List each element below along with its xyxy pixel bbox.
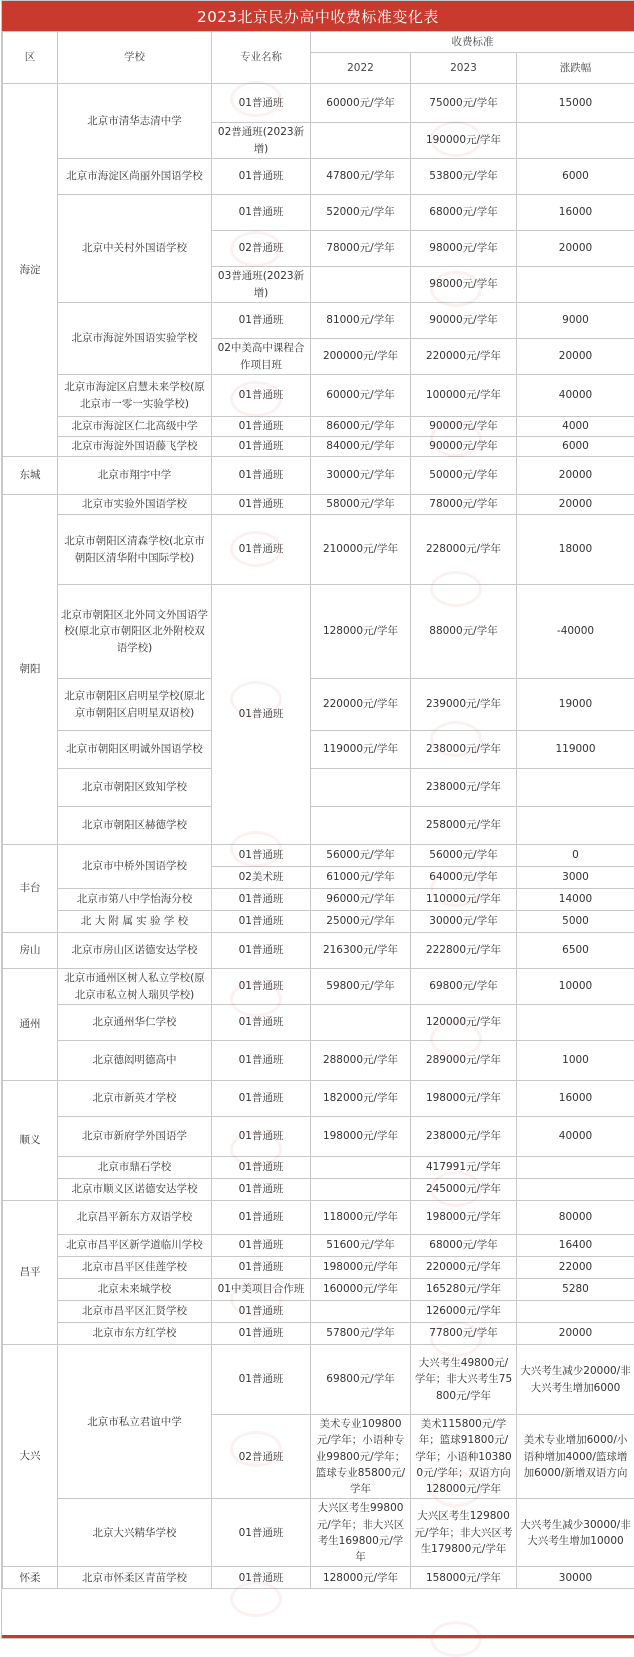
fee-2022-cell: 59800元/学年: [311, 969, 411, 1005]
school-cell: 北京市东方红学校: [58, 1323, 212, 1345]
table-row: [3, 84, 634, 123]
change-cell: 40000: [517, 375, 634, 417]
school-cell: 北京市实验外国语学校: [58, 495, 212, 515]
major-cell: 01普通班: [212, 1235, 311, 1257]
major-cell: 01普通班: [212, 1323, 311, 1345]
major-cell: 03普通班(2023新增): [212, 267, 311, 303]
major-cell: 01普通班: [212, 1117, 311, 1157]
table-row: [3, 303, 634, 339]
fee-2023-cell: 88000元/学年: [411, 585, 517, 679]
major-cell: 01普通班: [212, 1345, 311, 1415]
school-cell: 北京市昌平区汇贤学校: [58, 1301, 212, 1323]
change-cell: 20000: [517, 457, 634, 495]
watermark-decoration: [430, 1621, 482, 1657]
fee-2023-cell: 417991元/学年: [411, 1157, 517, 1179]
fee-2023-cell: 68000元/学年: [411, 1235, 517, 1257]
table-row: [3, 1005, 634, 1041]
table-row: [3, 1179, 634, 1201]
major-cell: 01普通班: [212, 889, 311, 911]
school-cell: 北京市昌平区佳莲学校: [58, 1257, 212, 1279]
major-cell: 01普通班: [212, 1041, 311, 1081]
table-title: 2023北京民办高中收费标准变化表: [2, 1, 634, 31]
school-cell: 北京通州华仁学校: [58, 1005, 212, 1041]
fee-2023-cell: 238000元/学年: [411, 769, 517, 807]
change-cell: 3000: [517, 867, 634, 889]
change-cell: [517, 1179, 634, 1201]
fee-2022-cell: 198000元/学年: [311, 1117, 411, 1157]
fee-2022-cell: 216300元/学年: [311, 933, 411, 969]
school-cell: 北京市朝阳区北外同文外国语学校(原北京市朝阳区北外附校双语学校): [58, 585, 212, 679]
school-cell: 北京市通州区树人私立学校(原北京市私立树人瑞贝学校): [58, 969, 212, 1005]
major-cell: 01普通班: [212, 1081, 311, 1117]
fee-2022-cell: 81000元/学年: [311, 303, 411, 339]
change-cell: 16000: [517, 1081, 634, 1117]
fee-2022-cell: 47800元/学年: [311, 159, 411, 195]
fee-2023-cell: 75000元/学年: [411, 84, 517, 123]
fee-2023-cell: 228000元/学年: [411, 515, 517, 585]
fee-2022-cell: 56000元/学年: [311, 845, 411, 867]
fee-2023-cell: 53800元/学年: [411, 159, 517, 195]
change-cell: 22000: [517, 1257, 634, 1279]
table-row: [3, 585, 634, 679]
change-cell: 4000: [517, 417, 634, 437]
district-cell: 通州: [3, 969, 58, 1081]
school-cell: 北京市海淀区尚丽外国语学校: [58, 159, 212, 195]
fee-2023-cell: 220000元/学年: [411, 1257, 517, 1279]
fee-2023-cell: 190000元/学年: [411, 123, 517, 159]
school-cell: 北京市朝阳区致知学校: [58, 769, 212, 807]
fee-2023-cell: 258000元/学年: [411, 807, 517, 845]
change-cell: 15000: [517, 84, 634, 123]
school-cell: 北京市昌平区新学道临川学校: [58, 1235, 212, 1257]
change-cell: 6000: [517, 437, 634, 457]
change-cell: 20000: [517, 231, 634, 267]
table-row: [3, 1567, 634, 1589]
school-cell: 北京市朝阳区启明星学校(原北京市朝阳区启明星双语校): [58, 679, 212, 731]
change-cell: 19000: [517, 679, 634, 731]
header-school: 学校: [58, 32, 212, 84]
change-cell: 大兴考生减少20000/非大兴考生增加6000: [517, 1345, 634, 1415]
school-cell: 北京市朝阳区赫德学校: [58, 807, 212, 845]
change-cell: 20000: [517, 1323, 634, 1345]
fee-2023-cell: 238000元/学年: [411, 1117, 517, 1157]
header-change: 涨跌幅: [517, 53, 634, 84]
fee-2022-cell: 96000元/学年: [311, 889, 411, 911]
major-cell: 01普通班: [212, 1257, 311, 1279]
district-cell: 昌平: [3, 1201, 58, 1345]
table-row: [3, 679, 634, 731]
change-cell: 0: [517, 845, 634, 867]
fee-2022-cell: [311, 123, 411, 159]
fee-2022-cell: [311, 769, 411, 807]
fee-2023-cell: 68000元/学年: [411, 195, 517, 231]
change-cell: 14000: [517, 889, 634, 911]
major-cell: 02美术班: [212, 867, 311, 889]
school-cell: 北京市清华志清中学: [58, 84, 212, 159]
fee-2022-cell: 182000元/学年: [311, 1081, 411, 1117]
major-cell: 02中美高中课程合作项目班: [212, 339, 311, 375]
table-row: [3, 1301, 634, 1323]
major-cell: 01普通班: [212, 1567, 311, 1589]
fee-2022-cell: 210000元/学年: [311, 515, 411, 585]
school-cell: 北京市翔宇中学: [58, 457, 212, 495]
fee-2022-cell: 84000元/学年: [311, 437, 411, 457]
fee-2022-cell: 200000元/学年: [311, 339, 411, 375]
change-cell: 5280: [517, 1279, 634, 1301]
change-cell: [517, 769, 634, 807]
fee-table: [2, 31, 634, 1589]
major-cell: 01普通班: [212, 933, 311, 969]
school-cell: 北京市朝阳区清森学校(北京市朝阳区清华附中国际学校): [58, 515, 212, 585]
change-cell: [517, 123, 634, 159]
fee-2023-cell: 238000元/学年: [411, 731, 517, 769]
major-cell: 01普通班: [212, 1005, 311, 1041]
school-cell: 北京市新英才学校: [58, 1081, 212, 1117]
major-cell: 01普通班: [212, 911, 311, 933]
fee-2023-cell: 90000元/学年: [411, 417, 517, 437]
change-cell: 10000: [517, 969, 634, 1005]
table-row: [3, 845, 634, 867]
table-row: [3, 769, 634, 807]
major-cell: 01普通班: [212, 1157, 311, 1179]
change-cell: 18000: [517, 515, 634, 585]
school-cell: 北京市海淀外国语藤飞学校: [58, 437, 212, 457]
major-cell: 01普通班: [212, 303, 311, 339]
fee-2023-cell: 30000元/学年: [411, 911, 517, 933]
change-cell: [517, 1005, 634, 1041]
fee-2022-cell: [311, 1005, 411, 1041]
fee-2022-cell: 119000元/学年: [311, 731, 411, 769]
fee-2023-cell: 大兴考生49800元/学年；非大兴考生75800元/学年: [411, 1345, 517, 1415]
school-cell: 北京市顺义区诺德安达学校: [58, 1179, 212, 1201]
bottom-accent-bar: [2, 1635, 634, 1638]
school-cell: 北京市新府学外国语学: [58, 1117, 212, 1157]
table-row: [3, 1201, 634, 1235]
district-cell: 顺义: [3, 1081, 58, 1201]
header-major: 专业名称: [212, 32, 311, 84]
school-cell: 北京市中桥外国语学校: [58, 845, 212, 889]
change-cell: 美术专业增加6000/小语种增加4000/篮球增加6000/新增双语方向: [517, 1415, 634, 1499]
change-cell: 20000: [517, 339, 634, 375]
change-cell: 40000: [517, 1117, 634, 1157]
fee-2023-cell: 77800元/学年: [411, 1323, 517, 1345]
fee-2023-cell: 78000元/学年: [411, 495, 517, 515]
table-row: [3, 933, 634, 969]
change-cell: 16400: [517, 1235, 634, 1257]
district-cell: 朝阳: [3, 495, 58, 845]
fee-2022-cell: 118000元/学年: [311, 1201, 411, 1235]
header-fee-standard: 收费标准: [311, 32, 634, 53]
table-row: [3, 1157, 634, 1179]
fee-2022-cell: 220000元/学年: [311, 679, 411, 731]
school-cell: 北京市海淀区仁北高级中学: [58, 417, 212, 437]
fee-2022-cell: 57800元/学年: [311, 1323, 411, 1345]
major-cell: 01普通班: [212, 585, 311, 845]
fee-2023-cell: 100000元/学年: [411, 375, 517, 417]
fee-2022-cell: 78000元/学年: [311, 231, 411, 267]
fee-2023-cell: 239000元/学年: [411, 679, 517, 731]
fee-2023-cell: 165280元/学年: [411, 1279, 517, 1301]
header-2023: 2023: [411, 53, 517, 84]
change-cell: 6000: [517, 159, 634, 195]
table-row: [3, 1499, 634, 1567]
school-cell: 北京中关村外国语学校: [58, 195, 212, 303]
table-row: [3, 1117, 634, 1157]
table-row: [3, 417, 634, 437]
fee-2022-cell: [311, 1157, 411, 1179]
major-cell: 01普通班: [212, 417, 311, 437]
fee-2023-cell: 289000元/学年: [411, 1041, 517, 1081]
school-cell: 北京市海淀外国语实验学校: [58, 303, 212, 375]
fee-2022-cell: [311, 1301, 411, 1323]
district-cell: 房山: [3, 933, 58, 969]
table-row: [3, 457, 634, 495]
fee-2022-cell: 128000元/学年: [311, 1567, 411, 1589]
fee-2023-cell: 美术115800元/学年；篮球91800元/学年；小语种103800元/学年；双语方向128000元/学年: [411, 1415, 517, 1499]
change-cell: [517, 807, 634, 845]
fee-2022-cell: 60000元/学年: [311, 84, 411, 123]
major-cell: 01普通班: [212, 845, 311, 867]
fee-2023-cell: 56000元/学年: [411, 845, 517, 867]
fee-2022-cell: [311, 267, 411, 303]
fee-2022-cell: 25000元/学年: [311, 911, 411, 933]
fee-2022-cell: 51600元/学年: [311, 1235, 411, 1257]
change-cell: [517, 267, 634, 303]
fee-2023-cell: 69800元/学年: [411, 969, 517, 1005]
fee-2023-cell: 50000元/学年: [411, 457, 517, 495]
change-cell: 30000: [517, 1567, 634, 1589]
fee-2022-cell: 69800元/学年: [311, 1345, 411, 1415]
change-cell: 80000: [517, 1201, 634, 1235]
table-row: [3, 1041, 634, 1081]
school-cell: 北京市第八中学怡海分校: [58, 889, 212, 911]
change-cell: 9000: [517, 303, 634, 339]
fee-2023-cell: 126000元/学年: [411, 1301, 517, 1323]
table-row: [3, 437, 634, 457]
major-cell: 01普通班: [212, 1301, 311, 1323]
school-cell: 北京市鼎石学校: [58, 1157, 212, 1179]
table-row: [3, 1323, 634, 1345]
fee-2022-cell: 288000元/学年: [311, 1041, 411, 1081]
major-cell: 01普通班: [212, 1499, 311, 1567]
fee-2023-cell: 110000元/学年: [411, 889, 517, 911]
fee-table-document: [1, 0, 634, 1639]
table-row: [3, 495, 634, 515]
change-cell: 1000: [517, 1041, 634, 1081]
change-cell: 20000: [517, 495, 634, 515]
table-row: [3, 195, 634, 231]
table-row: [3, 1279, 634, 1301]
fee-2023-cell: 120000元/学年: [411, 1005, 517, 1041]
district-cell: 东城: [3, 457, 58, 495]
school-cell: 北京未来城学校: [58, 1279, 212, 1301]
major-cell: 01普通班: [212, 515, 311, 585]
fee-2022-cell: 128000元/学年: [311, 585, 411, 679]
fee-2023-cell: 198000元/学年: [411, 1201, 517, 1235]
fee-2023-cell: 220000元/学年: [411, 339, 517, 375]
fee-2022-cell: [311, 1179, 411, 1201]
table-row: [3, 1235, 634, 1257]
change-cell: 6500: [517, 933, 634, 969]
major-cell: 01普通班: [212, 159, 311, 195]
table-row: [3, 911, 634, 933]
table-row: [3, 375, 634, 417]
header-district: 区: [3, 32, 58, 84]
school-cell: 北 大 附 属 实 验 学 校: [58, 911, 212, 933]
school-cell: 北京市私立君谊中学: [58, 1345, 212, 1499]
table-row: [3, 515, 634, 585]
school-cell: 北京市海淀区启慧未来学校(原北京市一零一实验学校): [58, 375, 212, 417]
fee-2022-cell: 58000元/学年: [311, 495, 411, 515]
fee-2023-cell: 90000元/学年: [411, 437, 517, 457]
change-cell: -40000: [517, 585, 634, 679]
fee-2022-cell: 30000元/学年: [311, 457, 411, 495]
major-cell: 01普通班: [212, 84, 311, 123]
major-cell: 01普通班: [212, 375, 311, 417]
fee-2022-cell: 86000元/学年: [311, 417, 411, 437]
school-cell: 北京市怀柔区青苗学校: [58, 1567, 212, 1589]
fee-2022-cell: 198000元/学年: [311, 1257, 411, 1279]
fee-2023-cell: 222800元/学年: [411, 933, 517, 969]
major-cell: 01普通班: [212, 195, 311, 231]
table-row: [3, 969, 634, 1005]
district-cell: 大兴: [3, 1345, 58, 1567]
school-cell: 北京市房山区诺德安达学校: [58, 933, 212, 969]
major-cell: 01普通班: [212, 457, 311, 495]
major-cell: 01普通班: [212, 1179, 311, 1201]
table-row: [3, 1081, 634, 1117]
table-row: [3, 731, 634, 769]
major-cell: 01普通班: [212, 437, 311, 457]
major-cell: 02普通班: [212, 231, 311, 267]
fee-2023-cell: 98000元/学年: [411, 231, 517, 267]
major-cell: 02普通班(2023新增): [212, 123, 311, 159]
major-cell: 02普通班: [212, 1415, 311, 1499]
table-row: [3, 159, 634, 195]
fee-2022-cell: 美术专业109800元/学年；小语种专业99800元/学年；篮球专业85800元/学年: [311, 1415, 411, 1499]
fee-2023-cell: 98000元/学年: [411, 267, 517, 303]
table-row: [3, 889, 634, 911]
school-cell: 北京大兴精华学校: [58, 1499, 212, 1567]
major-cell: 01中美项目合作班: [212, 1279, 311, 1301]
fee-2022-cell: 160000元/学年: [311, 1279, 411, 1301]
fee-2023-cell: 90000元/学年: [411, 303, 517, 339]
header-2022: 2022: [311, 53, 411, 84]
fee-2023-cell: 198000元/学年: [411, 1081, 517, 1117]
major-cell: 01普通班: [212, 495, 311, 515]
table-row: [3, 1345, 634, 1415]
table-row: [3, 1257, 634, 1279]
change-cell: 大兴考生减少30000/非大兴考生增加10000: [517, 1499, 634, 1567]
school-cell: 北京昌平新东方双语学校: [58, 1201, 212, 1235]
fee-2022-cell: [311, 807, 411, 845]
change-cell: 119000: [517, 731, 634, 769]
district-cell: 丰台: [3, 845, 58, 933]
fee-2022-cell: 大兴区考生99800元/学年；非大兴区考生169800元/学年: [311, 1499, 411, 1567]
fee-2023-cell: 158000元/学年: [411, 1567, 517, 1589]
major-cell: 01普通班: [212, 1201, 311, 1235]
change-cell: 16000: [517, 195, 634, 231]
district-cell: 怀柔: [3, 1567, 58, 1589]
school-cell: 北京德闳明德高中: [58, 1041, 212, 1081]
fee-2022-cell: 60000元/学年: [311, 375, 411, 417]
fee-2023-cell: 大兴区考生129800元/学年；非大兴区考生179800元/学年: [411, 1499, 517, 1567]
district-cell: 海淀: [3, 84, 58, 457]
change-cell: 5000: [517, 911, 634, 933]
change-cell: [517, 1157, 634, 1179]
table-row: [3, 807, 634, 845]
major-cell: 01普通班: [212, 969, 311, 1005]
fee-2023-cell: 64000元/学年: [411, 867, 517, 889]
school-cell: 北京市朝阳区明诚外国语学校: [58, 731, 212, 769]
fee-2022-cell: 52000元/学年: [311, 195, 411, 231]
fee-2023-cell: 245000元/学年: [411, 1179, 517, 1201]
fee-2022-cell: 61000元/学年: [311, 867, 411, 889]
change-cell: [517, 1301, 634, 1323]
